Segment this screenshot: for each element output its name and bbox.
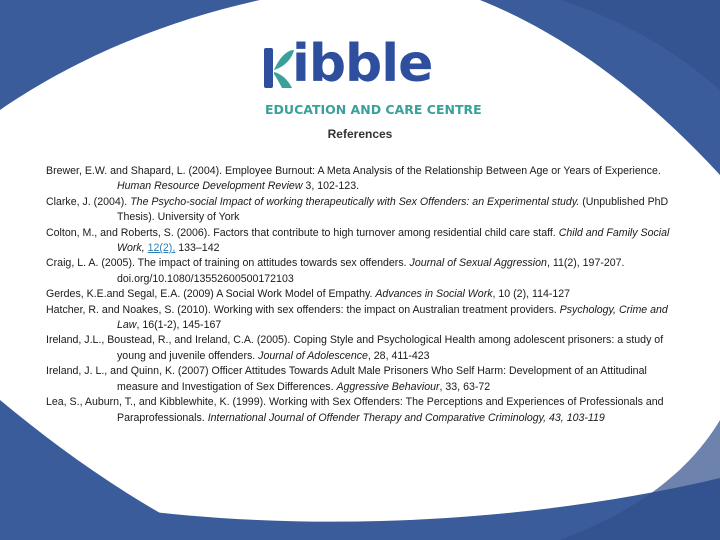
kibble-logo	[262, 34, 482, 122]
reference-text: Craig, L. A. (2005). The impact of training on attitudes towards sex offenders.	[46, 257, 410, 270]
reference-link[interactable]: 12(2),	[147, 242, 176, 255]
reference-text: Brewer, E.W. and Shapard, L. (2004). Employee Burnout: A Meta Analysis of the Relationship Between Age or Years of Experience.	[46, 165, 661, 177]
reference-item	[46, 333, 686, 364]
reference-text: Gerdes, K.E.and Segal, E.A. (2009) A Social Work Model of Empathy.	[46, 288, 376, 301]
reference-item	[46, 195, 686, 226]
reference-item	[46, 287, 686, 302]
reference-list	[46, 164, 686, 426]
reference-text: Ireland, J.L., Boustead, R., and Ireland, C.A. (2005). Coping Style and Psychological Health among adolescent prisoners: a study of young and juvenile offenders.	[46, 334, 664, 362]
logo-subtitle: EDUCATION AND CARE CENTRE	[265, 102, 482, 117]
reference-text: Ireland, J. L., and Quinn, K. (2007) Officer Attitudes Towards Adult Male Prisoners Who Self Harm: Development of an Attitudinal measure and Investigation of Sex Differences.	[46, 365, 647, 393]
reference-details: , 11(2), 197-207. doi.org/10.1080/13552600500172103	[117, 257, 625, 285]
reference-details: , 28, 411-423	[367, 349, 430, 362]
reference-details: , 10 (2), 114-127	[492, 288, 571, 301]
reference-text: Lea, S., Auburn, T., and Kibblewhite, K. (1999). Working with Sex Offenders: The Perceptions and Experiences of Professionals and Paraprofessionals.	[46, 396, 664, 424]
reference-details: , 33, 63-72	[439, 380, 491, 393]
reference-source-title: Human Resource Development Review	[117, 180, 303, 193]
reference-details: , 16(1-2), 145-167	[136, 319, 222, 332]
reference-source-title: Journal of Sexual Aggression	[409, 257, 547, 270]
reference-source-title: Psychology, Crime and Law	[117, 303, 668, 332]
top-left-swoosh	[0, 0, 260, 110]
logo-wordmark: ibble	[292, 34, 433, 94]
reference-source-title: Aggressive Behaviour	[336, 380, 440, 393]
reference-source-title: Advances in Social Work	[375, 288, 493, 301]
reference-details: 3, 102-123.	[302, 180, 360, 193]
reference-source-title: The Psycho-social Impact of working therapeutically with Sex Offenders: an Experimental study.	[130, 195, 580, 208]
page-title: References	[327, 127, 393, 141]
reference-text: Clarke, J. (2004).	[46, 195, 131, 208]
reference-item	[46, 364, 686, 395]
reference-source-title: International Journal of Offender Therapy and Comparative Criminology, 43, 103-119	[207, 411, 605, 424]
reference-item	[46, 395, 686, 426]
reference-item	[46, 164, 686, 195]
reference-details: 133–142	[175, 242, 220, 255]
reference-text: Colton, M., and Roberts, S. (2006). Factors that contribute to high turnover among residential child care staff.	[46, 226, 559, 239]
reference-source-title: Journal of Adolescence	[258, 349, 368, 362]
reference-source-title: Child and Family Social Work,	[117, 226, 670, 255]
reference-text: Hatcher, R. and Noakes, S. (2010). Working with sex offenders: the impact on Australian treatment providers.	[46, 303, 560, 316]
reference-item	[46, 226, 686, 257]
kibble-k-leaf-icon	[262, 44, 296, 92]
reference-item	[46, 303, 686, 334]
reference-details: (Unpublished PhD Thesis). University of York	[117, 195, 669, 224]
reference-item	[46, 256, 686, 287]
